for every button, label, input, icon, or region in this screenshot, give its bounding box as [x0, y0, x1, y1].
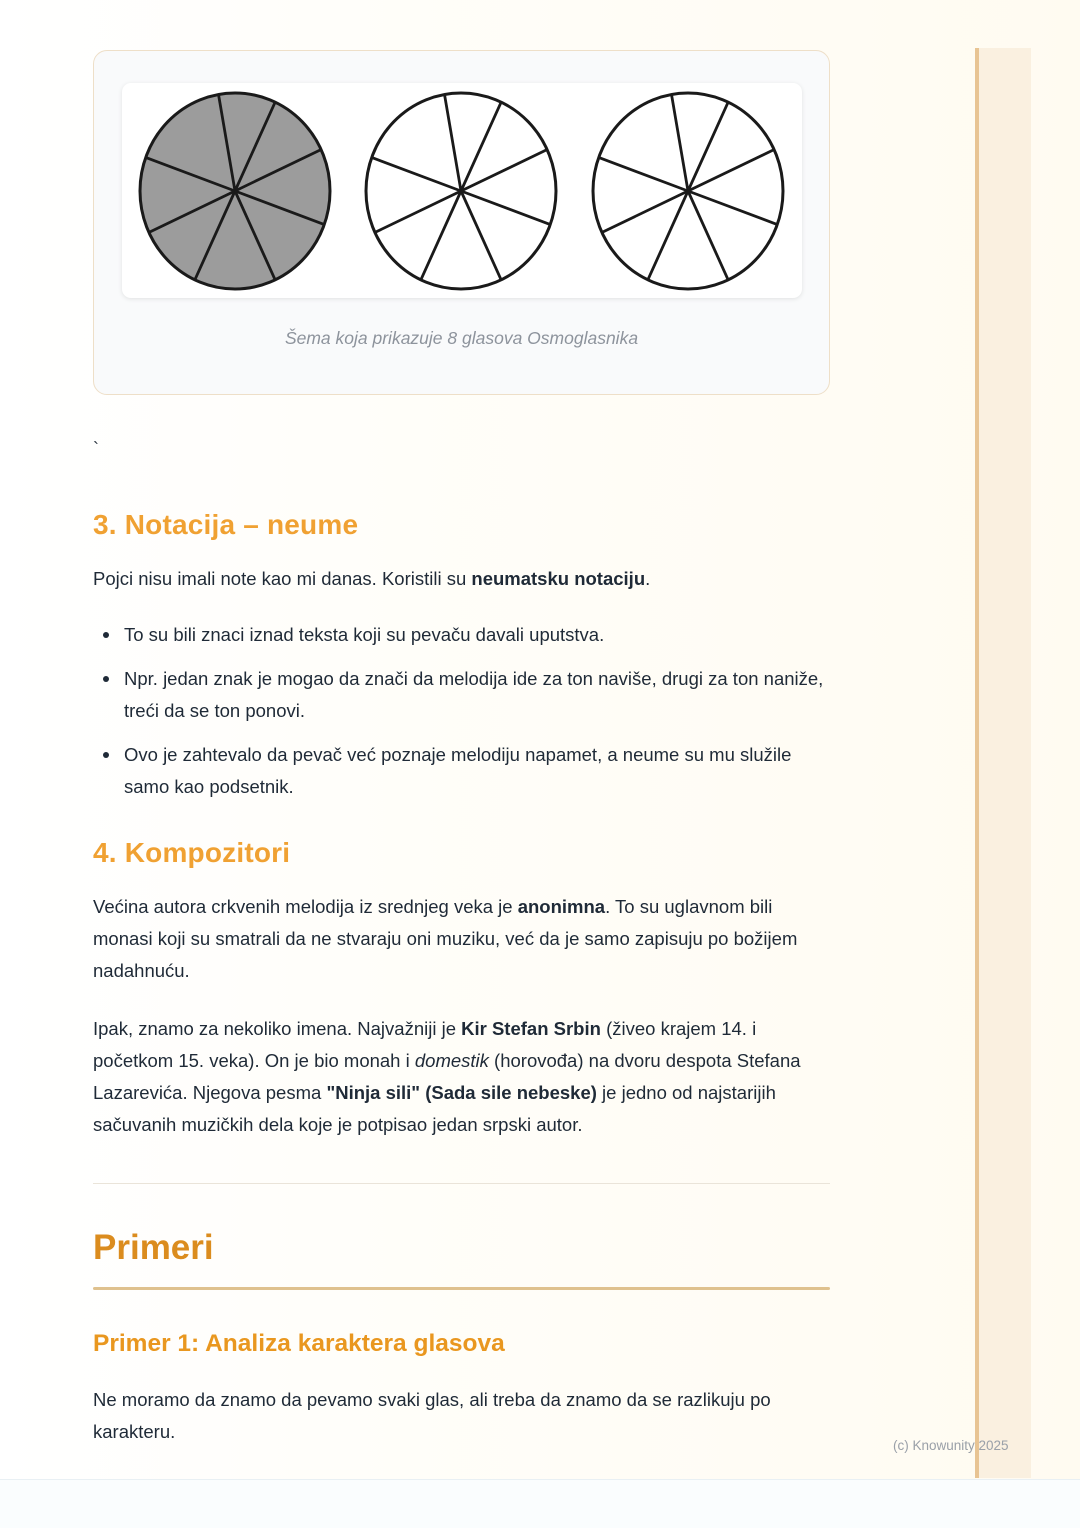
bullet-item: To su bili znaci iznad teksta koji su pevaču davali uputstva. [93, 619, 830, 651]
section-divider [93, 1183, 830, 1184]
primer-1-paragraph: Ne moramo da znamo da pevamo svaki glas, ali treba da znamo da se razlikuju po karakteru. [93, 1389, 771, 1442]
section-3-intro: Pojci nisu imali note kao mi danas. Koristili su neumatsku notaciju. [93, 568, 651, 589]
bullet-item: Npr. jedan znak je mogao da znači da melodija ide za ton naviše, drugi za ton naniže, treći da se ton ponovi. [93, 663, 830, 727]
bullet-item: Ovo je zahtevalo da pevač već poznaje melodiju napamet, a neume su mu služile samo kao podsetnik. [93, 739, 830, 803]
bullet-dot [103, 632, 109, 638]
primeri-underline [93, 1287, 830, 1290]
page-edge-panel [979, 48, 1031, 1478]
footer-copyright: (c) Knowunity 2025 [893, 1438, 1009, 1453]
octoechos-wheel-filled [132, 88, 338, 294]
figure-caption: Šema koja prikazuje 8 glasova Osmoglasnika [284, 328, 639, 348]
section-4-title: 4. Kompozitori [93, 837, 291, 868]
content-column [93, 0, 830, 1448]
section-3-title: 3. Notacija – neume [93, 509, 359, 540]
octoechos-wheel-outline-2 [585, 88, 791, 294]
bullet-dot [103, 676, 109, 682]
stray-backtick: ` [93, 439, 99, 459]
section-4-paragraph-2: Ipak, znamo za nekoliko imena. Najvažniji je Kir Stefan Srbin (živeo krajem 14. i početkom 15. veka). On je bio monah i domestik (horovođa) na dvoru despota Stefana Lazarevića. Njegova pesma "Ninja sili" (Sada sile nebeske) je jedno od najstarijih sačuvanih muzičkih dela koje je potpisao jedan srpski autor. [93, 1018, 801, 1135]
figure-image [122, 83, 802, 298]
section-4-paragraph-1: Većina autora crkvenih melodija iz srednjeg veka je anonimna. To su uglavnom bili monasi koji su smatrali da ne stvaraju oni muziku, već da je samo zapisuju po božijem nadahnuću. [93, 896, 798, 981]
bullet-dot [103, 752, 109, 758]
section-3-bullet-list [93, 619, 830, 803]
octoechos-wheel-outline-1 [358, 88, 564, 294]
primer-1-title: Primer 1: Analiza karaktera glasova [93, 1330, 505, 1357]
primeri-title: Primeri [93, 1228, 214, 1267]
figure-card [93, 50, 830, 395]
